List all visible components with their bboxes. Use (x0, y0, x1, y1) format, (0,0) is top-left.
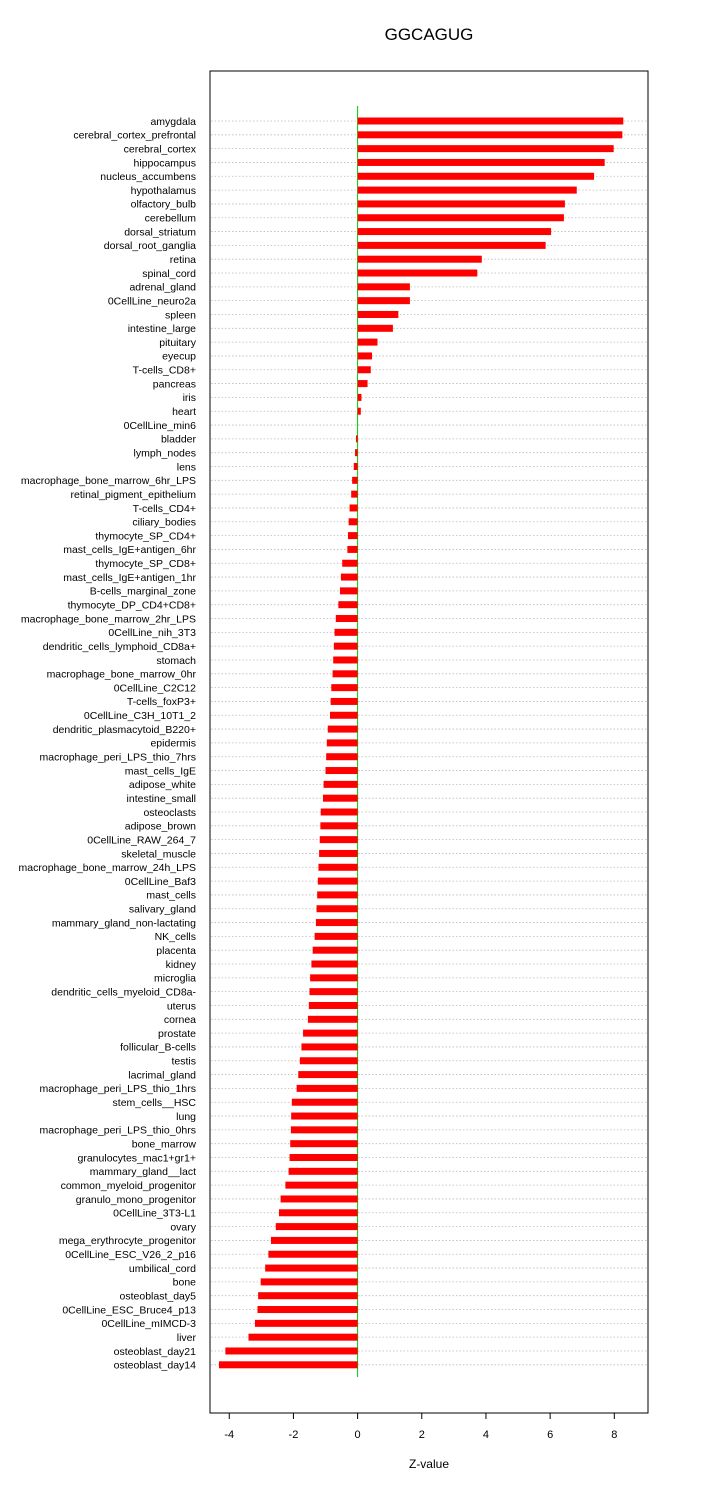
bar (347, 546, 357, 553)
bar (303, 1030, 358, 1037)
category-label: 0CellLine_min6 (123, 419, 196, 432)
bar (300, 1057, 358, 1064)
category-label: macrophage_bone_marrow_24h_LPS (18, 862, 196, 875)
category-labels (19, 116, 197, 1372)
bar (318, 878, 358, 885)
bar (317, 891, 357, 898)
category-label: lymph_nodes (133, 447, 196, 460)
category-label: bladder (160, 433, 196, 446)
bar (281, 1195, 358, 1202)
bar (279, 1209, 358, 1216)
bar (225, 1347, 357, 1354)
bar (290, 1140, 357, 1147)
bar (308, 1016, 358, 1023)
bar (317, 905, 358, 912)
bar (219, 1361, 358, 1368)
category-label: mast_cells_IgE+antigen_1hr (63, 571, 196, 584)
category-label: ciliary_bodies (132, 516, 196, 529)
category-label: dendritic_cells_lymphoid_CD8a+ (42, 640, 196, 653)
bar (291, 1126, 358, 1133)
category-label: hippocampus (133, 157, 196, 170)
category-label: ovary (170, 1221, 196, 1234)
category-label: heart (172, 406, 196, 419)
category-label: lens (176, 461, 196, 474)
category-label: lacrimal_gland (128, 1069, 196, 1082)
category-label: macrophage_peri_LPS_thio_1hrs (39, 1083, 196, 1096)
category-label: adrenal_gland (129, 281, 196, 294)
bar (309, 1002, 358, 1009)
bar (298, 1071, 357, 1078)
category-label: 0CellLine_RAW_264_7 (87, 834, 196, 847)
category-label: granulo_mono_progenitor (75, 1193, 196, 1206)
bar (358, 256, 482, 263)
bar (319, 850, 358, 857)
bar (335, 629, 358, 636)
category-label: mega_erythrocyte_progenitor (58, 1235, 196, 1248)
x-tick-label: 4 (482, 1429, 490, 1441)
bar (276, 1223, 358, 1230)
category-label: osteoblast_day21 (113, 1345, 196, 1358)
category-label: follicular_B-cells (120, 1041, 196, 1054)
category-label: pituitary (159, 336, 196, 349)
category-label: pancreas (152, 378, 196, 391)
bar (321, 809, 358, 816)
category-label: osteoblast_day5 (119, 1290, 196, 1303)
bar (358, 311, 399, 318)
x-axis-title: Z-value (408, 1457, 450, 1471)
category-label: macrophage_peri_LPS_thio_0hrs (39, 1124, 196, 1137)
category-label: 0CellLine_C3H_10T1_2 (83, 710, 196, 723)
x-axis (224, 1413, 617, 1441)
category-label: stomach (156, 654, 196, 667)
category-label: 0CellLine_3T3-L1 (113, 1207, 196, 1220)
bar (268, 1251, 357, 1258)
bar (309, 988, 357, 995)
category-label: adipose_white (128, 779, 196, 792)
category-label: mast_cells_IgE+antigen_6hr (63, 544, 196, 557)
category-label: cerebral_cortex_prefrontal (73, 129, 196, 142)
bar (358, 187, 577, 194)
category-label: epidermis (150, 737, 196, 750)
bar (257, 1306, 357, 1313)
category-label: umbilical_cord (128, 1262, 196, 1275)
category-label: testis (171, 1055, 196, 1068)
category-label: amygdala (150, 115, 196, 128)
bar (328, 726, 358, 733)
category-label: dorsal_striatum (124, 226, 196, 239)
bar (330, 712, 358, 719)
category-label: mast_cells (146, 889, 196, 902)
category-label: osteoblast_day14 (113, 1359, 196, 1372)
category-label: mammary_gland__lact (89, 1166, 196, 1179)
category-label: olfactory_bulb (130, 198, 196, 211)
bar (358, 325, 393, 332)
bar (355, 449, 358, 456)
category-label: T-cells_CD8+ (132, 364, 196, 377)
bar (326, 753, 357, 760)
bar (351, 491, 357, 498)
category-label: thymocyte_DP_CD4+CD8+ (67, 599, 196, 612)
x-tick-label: 6 (547, 1429, 554, 1441)
category-label: dendritic_cells_myeloid_CD8a- (51, 986, 196, 999)
category-label: macrophage_peri_LPS_thio_7hrs (39, 751, 196, 764)
category-label: nucleus_accumbens (100, 171, 196, 184)
bar (358, 242, 546, 249)
bar (356, 435, 358, 442)
category-label: microglia (153, 972, 196, 985)
bar (358, 118, 624, 125)
bar (354, 463, 358, 470)
bar (358, 408, 361, 415)
category-label: macrophage_bone_marrow_6hr_LPS (20, 475, 196, 488)
category-label: bone_marrow (131, 1138, 196, 1151)
bar (285, 1182, 357, 1189)
bar (338, 601, 357, 608)
category-label: B-cells_marginal_zone (89, 585, 196, 598)
bar (324, 781, 358, 788)
bar (333, 670, 358, 677)
bar (331, 684, 357, 691)
category-label: 0CellLine_Baf3 (124, 875, 196, 888)
bar (265, 1265, 357, 1272)
bar (358, 380, 368, 387)
category-label: intestine_small (126, 792, 196, 805)
category-label: common_myeloid_progenitor (60, 1179, 196, 1192)
bar (358, 339, 378, 346)
category-label: mast_cells_IgE (124, 765, 196, 778)
bar (320, 822, 357, 829)
bar (358, 131, 623, 138)
category-label: skeletal_muscle (121, 848, 196, 861)
category-label: mammary_gland_non-lactating (51, 917, 196, 930)
chart-title: GGCAGUG (384, 25, 474, 44)
bar (358, 366, 371, 373)
bar (326, 767, 358, 774)
category-label: iris (182, 392, 196, 405)
category-label: salivary_gland (128, 903, 196, 916)
category-label: 0CellLine_ESC_Bruce4_p13 (62, 1304, 196, 1317)
bar (297, 1085, 358, 1092)
bar (358, 159, 605, 166)
x-tick-label: -4 (224, 1429, 235, 1441)
x-tick-label: 2 (418, 1429, 425, 1441)
bar (358, 173, 594, 180)
bar (255, 1320, 358, 1327)
bar (342, 560, 357, 567)
category-label: prostate (158, 1027, 196, 1040)
category-label: stem_cells__HSC (112, 1097, 196, 1110)
category-label: thymocyte_SP_CD8+ (95, 558, 196, 571)
bar (249, 1334, 358, 1341)
category-label: liver (176, 1331, 196, 1344)
bar (333, 656, 357, 663)
bar (315, 933, 358, 940)
bar (334, 643, 358, 650)
category-label: dorsal_root_ganglia (103, 240, 196, 253)
bar (313, 947, 358, 954)
bar (331, 698, 358, 705)
bar (358, 352, 372, 359)
bar (350, 504, 358, 511)
category-label: bone (172, 1276, 196, 1289)
bar (358, 200, 565, 207)
category-label: spleen (165, 309, 196, 322)
bar (358, 270, 478, 277)
bar (311, 961, 357, 968)
category-label: T-cells_CD4+ (132, 502, 196, 515)
category-label: 0CellLine_C2C12 (113, 682, 196, 695)
bar (310, 974, 357, 981)
category-label: retinal_pigment_epithelium (70, 488, 196, 501)
category-label: NK_cells (154, 931, 196, 944)
bar (271, 1237, 358, 1244)
bar (349, 518, 358, 525)
bar (358, 297, 410, 304)
bar (327, 739, 358, 746)
category-label: retina (169, 254, 196, 266)
bar (291, 1113, 357, 1120)
category-label: cerebral_cortex (123, 143, 196, 156)
category-label: osteoclasts (143, 806, 196, 819)
category-label: kidney (165, 958, 196, 971)
category-label: spinal_cord (142, 267, 196, 280)
bar (261, 1278, 358, 1285)
category-label: cornea (163, 1014, 196, 1027)
bar (348, 532, 358, 539)
grid-lines (211, 121, 647, 1365)
category-label: eyecup (162, 350, 196, 363)
bar (340, 587, 358, 594)
category-label: lung (176, 1110, 196, 1123)
category-label: hypothalamus (130, 184, 196, 197)
bar (358, 394, 362, 401)
x-tick-label: -2 (288, 1429, 299, 1441)
x-tick-label: 0 (354, 1429, 361, 1441)
x-tick-label: 8 (611, 1429, 618, 1441)
bar (358, 145, 614, 152)
bar (336, 615, 358, 622)
bar (352, 477, 357, 484)
bar (323, 795, 358, 802)
category-label: 0CellLine_nih_3T3 (108, 627, 196, 640)
bar (358, 283, 410, 290)
category-label: 0CellLine_neuro2a (107, 295, 196, 308)
bar (289, 1168, 358, 1175)
bar (292, 1099, 358, 1106)
bar (258, 1292, 357, 1299)
category-label: cerebellum (144, 212, 196, 225)
category-label: thymocyte_SP_CD4+ (95, 530, 196, 543)
bar (318, 864, 357, 871)
category-label: adipose_brown (124, 820, 196, 833)
bar (341, 574, 358, 581)
category-label: macrophage_bone_marrow_0hr (46, 668, 196, 681)
category-label: placenta (156, 945, 196, 957)
category-label: intestine_large (127, 323, 196, 336)
category-label: 0CellLine_mIMCD-3 (101, 1318, 196, 1331)
bar (316, 919, 358, 926)
category-label: granulocytes_mac1+gr1+ (77, 1152, 196, 1165)
bar (358, 214, 564, 221)
bar (301, 1043, 357, 1050)
bar (358, 228, 551, 235)
category-label: dendritic_plasmacytoid_B220+ (52, 723, 196, 736)
category-label: macrophage_bone_marrow_2hr_LPS (20, 613, 196, 626)
category-label: T-cells_foxP3+ (126, 696, 196, 709)
category-label: 0CellLine_ESC_V26_2_p16 (65, 1249, 196, 1262)
category-label: uterus (166, 1000, 196, 1013)
bar (320, 836, 358, 843)
bar (290, 1154, 358, 1161)
